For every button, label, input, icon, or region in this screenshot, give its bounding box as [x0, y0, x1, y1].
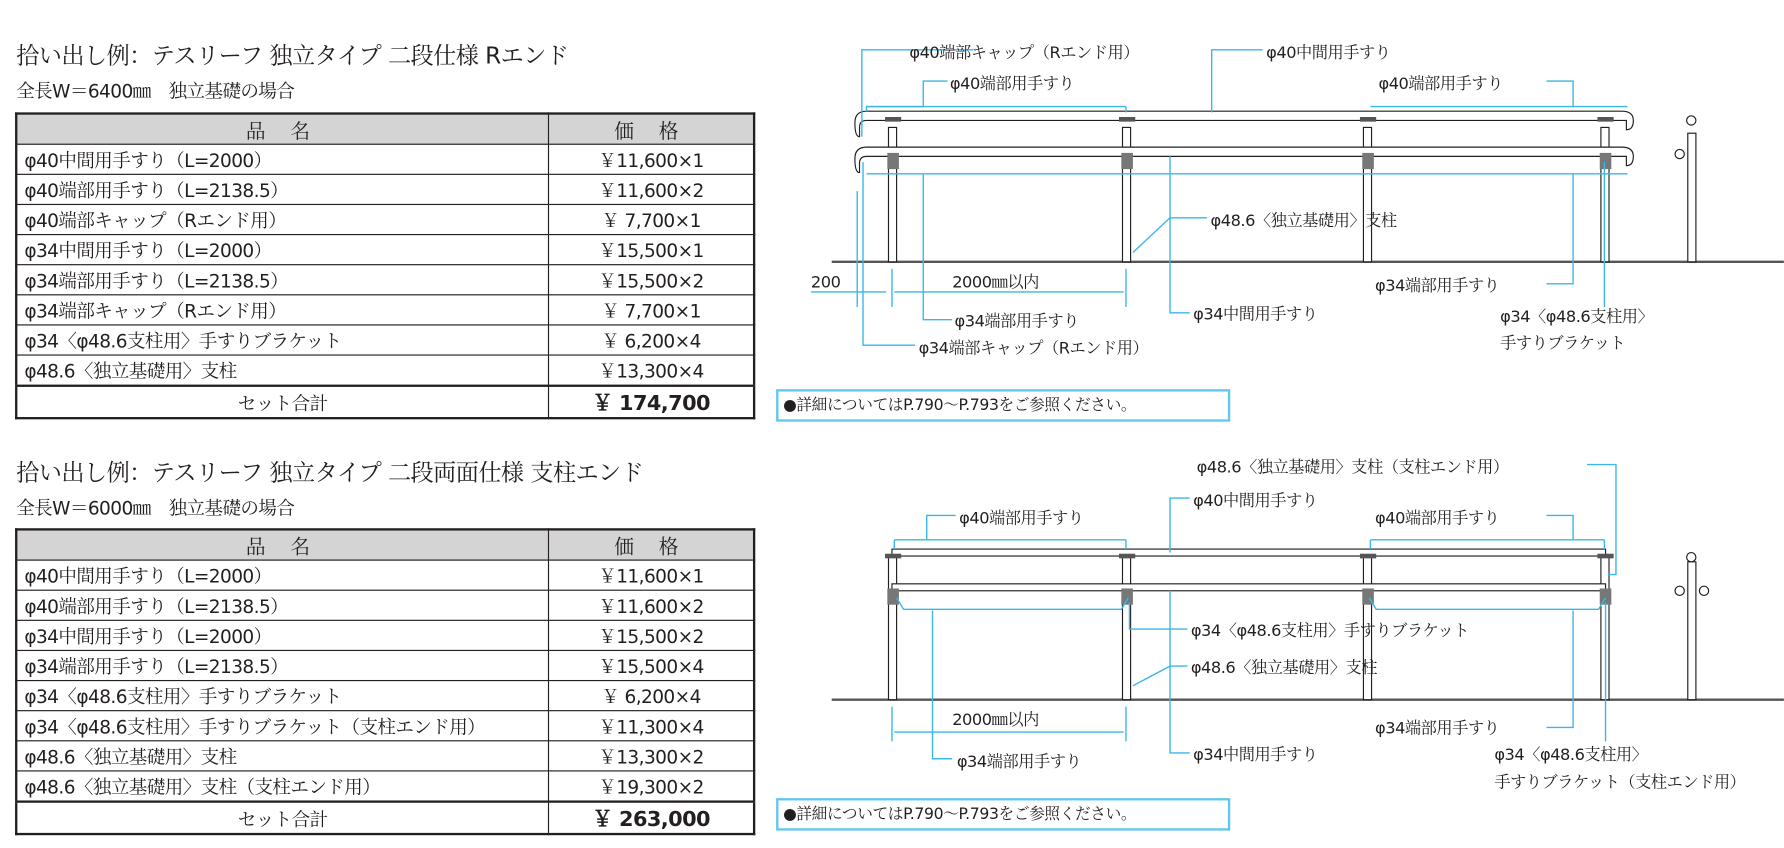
item-price: ￥ 7,700×1 — [549, 204, 755, 234]
label-mid40: φ40中間用手すり — [1266, 42, 1391, 62]
label-post: φ48.6〈独立基礎用〉支柱 — [1210, 210, 1397, 230]
item-name: φ34端部用手すり（L=2138.5） — [16, 650, 548, 680]
label-mid34: φ34中間用手すり — [1193, 304, 1318, 324]
item-name: φ40端部用手すり（L=2138.5） — [16, 174, 548, 204]
label-end34-right: φ34端部用手すり — [1375, 275, 1500, 295]
label-end34-right: φ34端部用手すり — [1375, 718, 1500, 738]
handrails — [885, 549, 1709, 605]
section2-note: ●詳細についてはP.790〜P.793をご参照ください。 — [776, 798, 1230, 830]
label-end40-right: φ40端部用手すり — [1375, 508, 1500, 528]
header-price: 価 格 — [549, 114, 755, 145]
total-value: ￥ 263,000 — [549, 802, 755, 834]
label-dim2000: 2000㎜以内 — [952, 272, 1039, 292]
label-bracket-2: 手すりブラケット — [1500, 333, 1626, 353]
label-dim2000: 2000㎜以内 — [952, 710, 1039, 730]
item-price: ￥15,500×2 — [549, 265, 755, 295]
item-price: ￥ 6,200×4 — [549, 681, 755, 711]
label-bracket-end-1: φ34〈φ48.6支柱用〉 — [1494, 744, 1648, 764]
item-name: φ34〈φ48.6支柱用〉手すりブラケット — [16, 681, 548, 711]
item-price: ￥ 7,700×1 — [549, 295, 755, 325]
item-name: φ34〈φ48.6支柱用〉手すりブラケット — [16, 325, 548, 355]
item-name: φ40中間用手すり（L=2000） — [16, 144, 548, 174]
item-price: ￥11,300×4 — [549, 711, 755, 741]
item-price: ￥13,300×2 — [549, 741, 755, 771]
section2-subtitle: 全長W＝6000㎜ 独立基礎の場合 — [16, 496, 295, 519]
header-price: 価 格 — [549, 529, 755, 560]
item-name: φ48.6〈独立基礎用〉支柱（支柱エンド用） — [16, 771, 548, 802]
section1-subtitle: 全長W＝6400㎜ 独立基礎の場合 — [16, 79, 295, 102]
item-name: φ34中間用手すり（L=2000） — [16, 620, 548, 650]
header-name: 品 名 — [16, 529, 548, 560]
label-bracket-end-2: 手すりブラケット（支柱エンド用） — [1494, 772, 1746, 792]
item-name: φ34〈φ48.6支柱用〉手すりブラケット（支柱エンド用） — [16, 711, 548, 741]
label-bracket-1: φ34〈φ48.6支柱用〉 — [1500, 307, 1654, 327]
item-price: ￥15,500×2 — [549, 620, 755, 650]
label-end40-left: φ40端部用手すり — [949, 74, 1075, 94]
label-end40-left: φ40端部用手すり — [959, 508, 1084, 528]
item-price: ￥ 6,200×4 — [549, 325, 755, 355]
section1-title: 拾い出し例：テスリーフ 独立タイプ 二段仕様 Rエンド — [16, 41, 569, 70]
label-mid34: φ34中間用手すり — [1193, 744, 1318, 764]
item-price: ￥11,600×2 — [549, 590, 755, 620]
total-label: セット合計 — [16, 802, 548, 834]
item-name: φ40端部用手すり（L=2138.5） — [16, 590, 548, 620]
label-end-post: φ48.6〈独立基礎用〉支柱（支柱エンド用） — [1196, 457, 1509, 477]
item-name: φ40中間用手すり（L=2000） — [16, 560, 548, 590]
label-dim200: 200 — [810, 272, 841, 292]
item-price: ￥11,600×1 — [549, 144, 755, 174]
total-label: セット合計 — [16, 386, 548, 418]
label-end34-left: φ34端部用手すり — [956, 751, 1082, 771]
item-name: φ34端部用手すり（L=2138.5） — [16, 265, 548, 295]
label-end34-left: φ34端部用手すり — [954, 311, 1079, 331]
item-name: φ48.6〈独立基礎用〉支柱 — [16, 355, 548, 386]
item-name: φ48.6〈独立基礎用〉支柱 — [16, 741, 548, 771]
item-price: ￥19,300×2 — [549, 771, 755, 802]
label-end40-right: φ40端部用手すり — [1378, 74, 1503, 94]
section1-note: ●詳細についてはP.790〜P.793をご参照ください。 — [776, 389, 1230, 421]
item-name: φ34中間用手すり（L=2000） — [16, 235, 548, 265]
label-bracket: φ34〈φ48.6支柱用〉手すりブラケット — [1190, 620, 1470, 640]
item-name: φ34端部キャップ（Rエンド用） — [16, 295, 548, 325]
label-cap34: φ34端部キャップ（Rエンド用） — [918, 338, 1149, 358]
item-price: ￥15,500×4 — [549, 650, 755, 680]
label-post: φ48.6〈独立基礎用〉支柱 — [1190, 658, 1377, 678]
item-price: ￥15,500×1 — [549, 235, 755, 265]
header-name: 品 名 — [16, 114, 548, 145]
label-mid40: φ40中間用手すり — [1193, 491, 1318, 511]
total-value: ￥ 174,700 — [549, 386, 755, 418]
item-price: ￥11,600×1 — [549, 560, 755, 590]
section2-title: 拾い出し例：テスリーフ 独立タイプ 二段両面仕様 支柱エンド — [16, 458, 644, 487]
label-cap40: φ40端部キャップ（Rエンド用） — [909, 42, 1139, 62]
item-price: ￥11,600×2 — [549, 174, 755, 204]
item-price: ￥13,300×4 — [549, 355, 755, 386]
item-name: φ40端部キャップ（Rエンド用） — [16, 204, 548, 234]
